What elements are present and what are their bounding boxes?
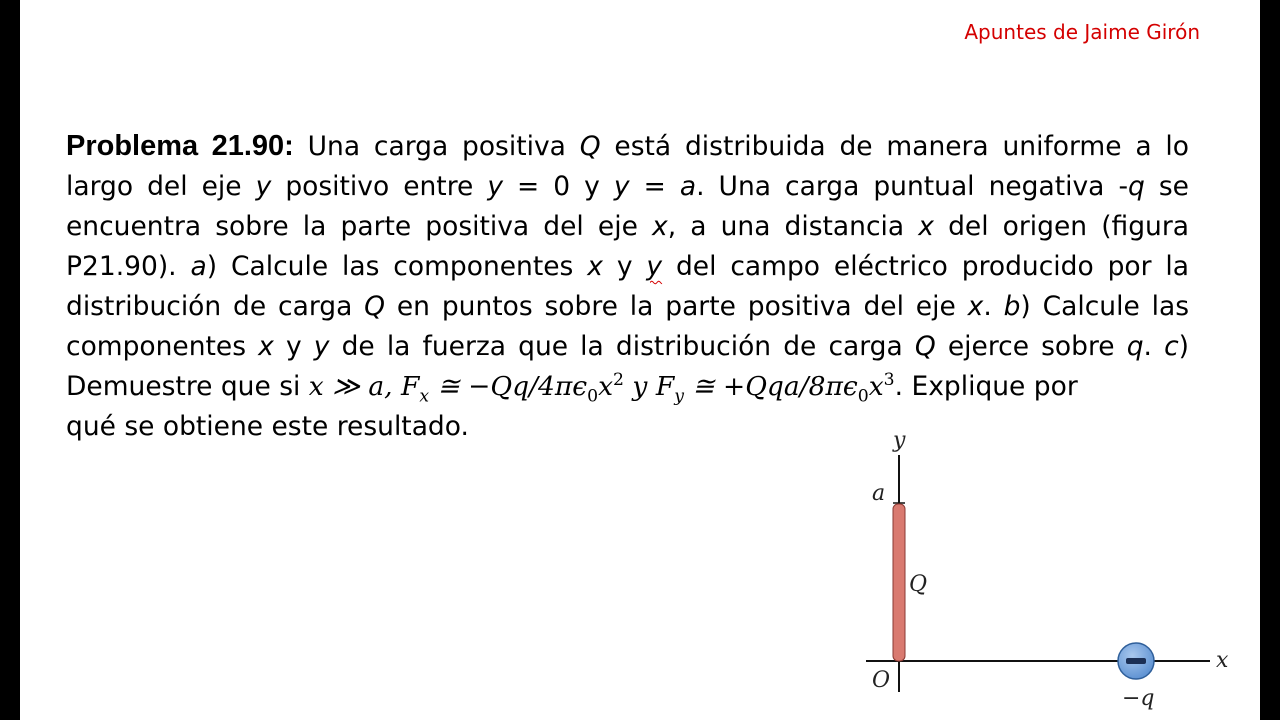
math-Fy: F <box>655 371 675 402</box>
math-eq2: ≅ +Qqa/8πϵ <box>683 371 858 402</box>
var-x: x <box>587 251 603 282</box>
charged-rod <box>893 504 905 661</box>
text-segment: y <box>602 251 647 282</box>
text-segment: se encuentra sobre la parte positiva del eje <box>66 171 1189 242</box>
math-and: y <box>623 371 656 402</box>
var-Q: Q <box>579 131 601 162</box>
var-x: x <box>918 211 934 242</box>
part-c-marker: c <box>1164 331 1179 362</box>
text-segment: de la fuerza que la distribución de carga <box>329 331 915 362</box>
text-segment: = 0 y <box>503 171 614 202</box>
text-segment: ) Calcule las componentes <box>66 291 1190 362</box>
var-q: q <box>1126 331 1144 362</box>
minus-sign-icon <box>1126 658 1146 664</box>
math-Fx: F <box>400 371 420 402</box>
var-y-spellcheck: y <box>646 251 663 282</box>
part-b-marker: b <box>1003 291 1021 322</box>
math-condition: x ≫ a, <box>308 371 401 402</box>
text-segment: está distribuida de manera uniforme a lo largo del eje <box>66 131 1189 202</box>
text-segment: . Una carga puntual negativa - <box>696 171 1129 202</box>
text-segment: en puntos sobre la parte positiva del eje <box>385 291 968 322</box>
text-segment: . Explique por <box>894 371 1078 402</box>
author-credit: Apuntes de Jaime Girón <box>964 20 1200 44</box>
text-segment: . <box>983 291 1004 322</box>
math-x: x <box>598 371 614 402</box>
label-Q: Q <box>909 572 928 597</box>
var-y: y <box>255 171 272 202</box>
label-minus-q: −q <box>1122 686 1155 711</box>
text-segment: positivo entre <box>271 171 488 202</box>
label-x: x <box>1216 648 1229 673</box>
math-sub-0: 0 <box>587 386 599 407</box>
label-y: y <box>893 428 906 453</box>
math-sub-y: y <box>674 386 684 407</box>
var-x: x <box>652 211 668 242</box>
text-segment: ) Demuestre que si <box>66 331 1190 402</box>
math-sub-x: x <box>419 386 430 407</box>
text-segment: ejerce sobre <box>935 331 1127 362</box>
math-sub-0: 0 <box>857 386 869 407</box>
var-y: y <box>487 171 504 202</box>
text-segment: Una carga positiva <box>293 131 580 162</box>
text-segment: = <box>629 171 680 202</box>
math-eq1: ≅ −Qq/4πϵ <box>429 371 588 402</box>
var-x: x <box>967 291 984 322</box>
text-segment: , a una distancia <box>667 211 919 242</box>
var-y: y <box>313 331 330 362</box>
var-x: x <box>258 331 274 362</box>
var-y: y <box>613 171 630 202</box>
text-segment: del origen (figura P21.90). <box>66 211 1189 282</box>
var-a: a <box>679 171 697 202</box>
label-O: O <box>872 668 891 693</box>
math-pow-3: 3 <box>883 370 895 391</box>
text-segment-last: qué se obtiene este resultado. <box>66 411 469 442</box>
var-Q: Q <box>914 331 936 362</box>
part-a-marker: a <box>190 251 207 282</box>
math-pow-2: 2 <box>613 370 624 391</box>
text-segment: . <box>1143 331 1165 362</box>
var-Q: Q <box>364 291 386 322</box>
text-segment: del campo eléctrico producido por la distribución de carga <box>66 251 1190 322</box>
label-a: a <box>872 481 886 506</box>
problem-heading: Problema 21.90: <box>66 130 294 162</box>
var-q: q <box>1128 171 1145 202</box>
text-segment: ) Calcule las componentes <box>206 251 588 282</box>
text-segment: y <box>273 331 314 362</box>
math-x: x <box>868 371 884 402</box>
